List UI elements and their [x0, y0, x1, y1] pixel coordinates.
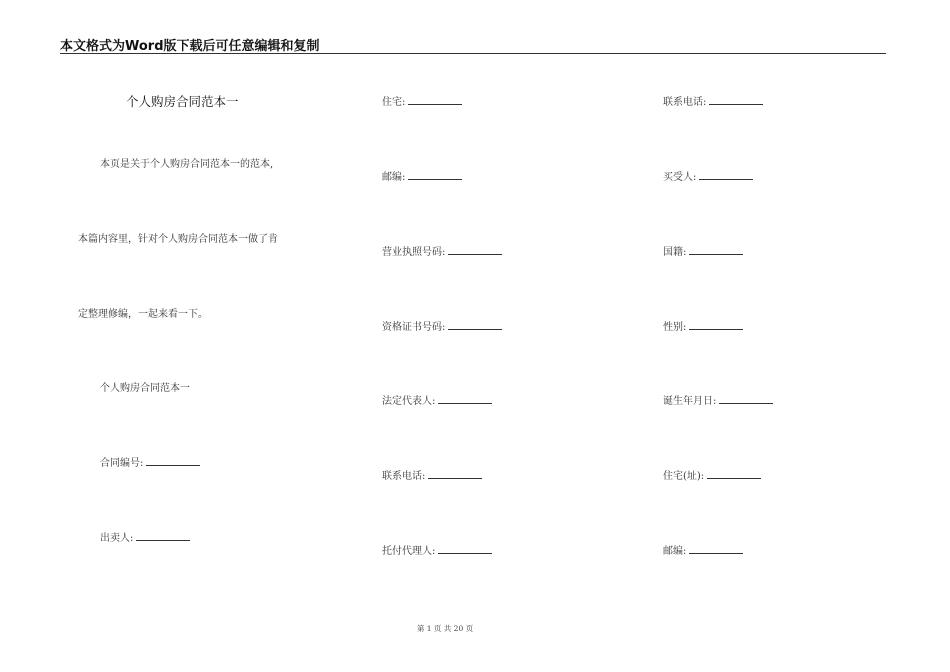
buyer-address-label: 住宅(址):: [663, 471, 705, 482]
qualification-cert-field: [382, 318, 502, 333]
header-text: 本文格式为Word版下载后可任意编辑和复制: [60, 39, 320, 54]
buyer-postcode-label: 邮编:: [663, 546, 687, 557]
seller-phone-field: [382, 467, 482, 482]
buyer-label: 买受人:: [663, 172, 697, 183]
contract-number-label: 合同编号:: [100, 458, 144, 469]
seller-postcode-field: [382, 168, 462, 183]
seller-label: 出卖人:: [100, 533, 134, 544]
buyer-postcode-blank: [689, 544, 743, 554]
seller-address-blank: [408, 95, 462, 105]
intro-line-2: 本篇内容里，针对个人购房合同范本一做了肯: [78, 234, 278, 245]
nationality-blank: [689, 245, 743, 255]
seller-address-label: 住宅:: [382, 97, 406, 108]
seller-phone-label: 联系电话:: [382, 471, 426, 482]
buyer-postcode-field: [663, 542, 743, 557]
seller-phone-blank: [428, 469, 482, 479]
buyer-field: [663, 168, 753, 183]
qualification-cert-blank: [448, 320, 502, 330]
page-footer: 第 1 页 共 20 页: [416, 624, 474, 633]
seller-field: [100, 529, 190, 544]
agent-phone-label: 联系电话:: [663, 97, 707, 108]
intro-line-1: 本页是关于个人购房合同范本一的范本,: [100, 159, 274, 170]
intro-line-3: 定整理修编，一起来看一下。: [78, 309, 208, 320]
page-header: [60, 35, 886, 54]
birthday-label: 诞生年月日:: [663, 396, 717, 407]
business-license-blank: [448, 245, 502, 255]
seller-address-field: [382, 93, 462, 108]
gender-blank: [689, 320, 743, 330]
legal-rep-field: [382, 392, 492, 407]
buyer-address-blank: [707, 469, 761, 479]
gender-label: 性别:: [663, 322, 687, 333]
legal-rep-blank: [438, 394, 492, 404]
contract-number-field: [100, 454, 200, 469]
seller-blank: [136, 531, 190, 541]
buyer-blank: [699, 170, 753, 180]
nationality-label: 国籍:: [663, 247, 687, 258]
agent-phone-blank: [709, 95, 763, 105]
business-license-label: 营业执照号码:: [382, 247, 446, 258]
agent-phone-field: [663, 93, 763, 108]
birthday-field: [663, 392, 773, 407]
gender-field: [663, 318, 743, 333]
document-title: 个人购房合同范本一: [126, 94, 239, 109]
agent-blank: [438, 544, 492, 554]
seller-postcode-label: 邮编:: [382, 172, 406, 183]
seller-postcode-blank: [408, 170, 462, 180]
birthday-blank: [719, 394, 773, 404]
nationality-field: [663, 243, 743, 258]
qualification-cert-label: 资格证书号码:: [382, 322, 446, 333]
contract-number-blank: [146, 456, 200, 466]
agent-field: [382, 542, 492, 557]
buyer-address-field: [663, 467, 761, 482]
contract-subtitle: 个人购房合同范本一: [100, 383, 190, 394]
legal-rep-label: 法定代表人:: [382, 396, 436, 407]
business-license-field: [382, 243, 502, 258]
agent-label: 托付代理人:: [382, 546, 436, 557]
